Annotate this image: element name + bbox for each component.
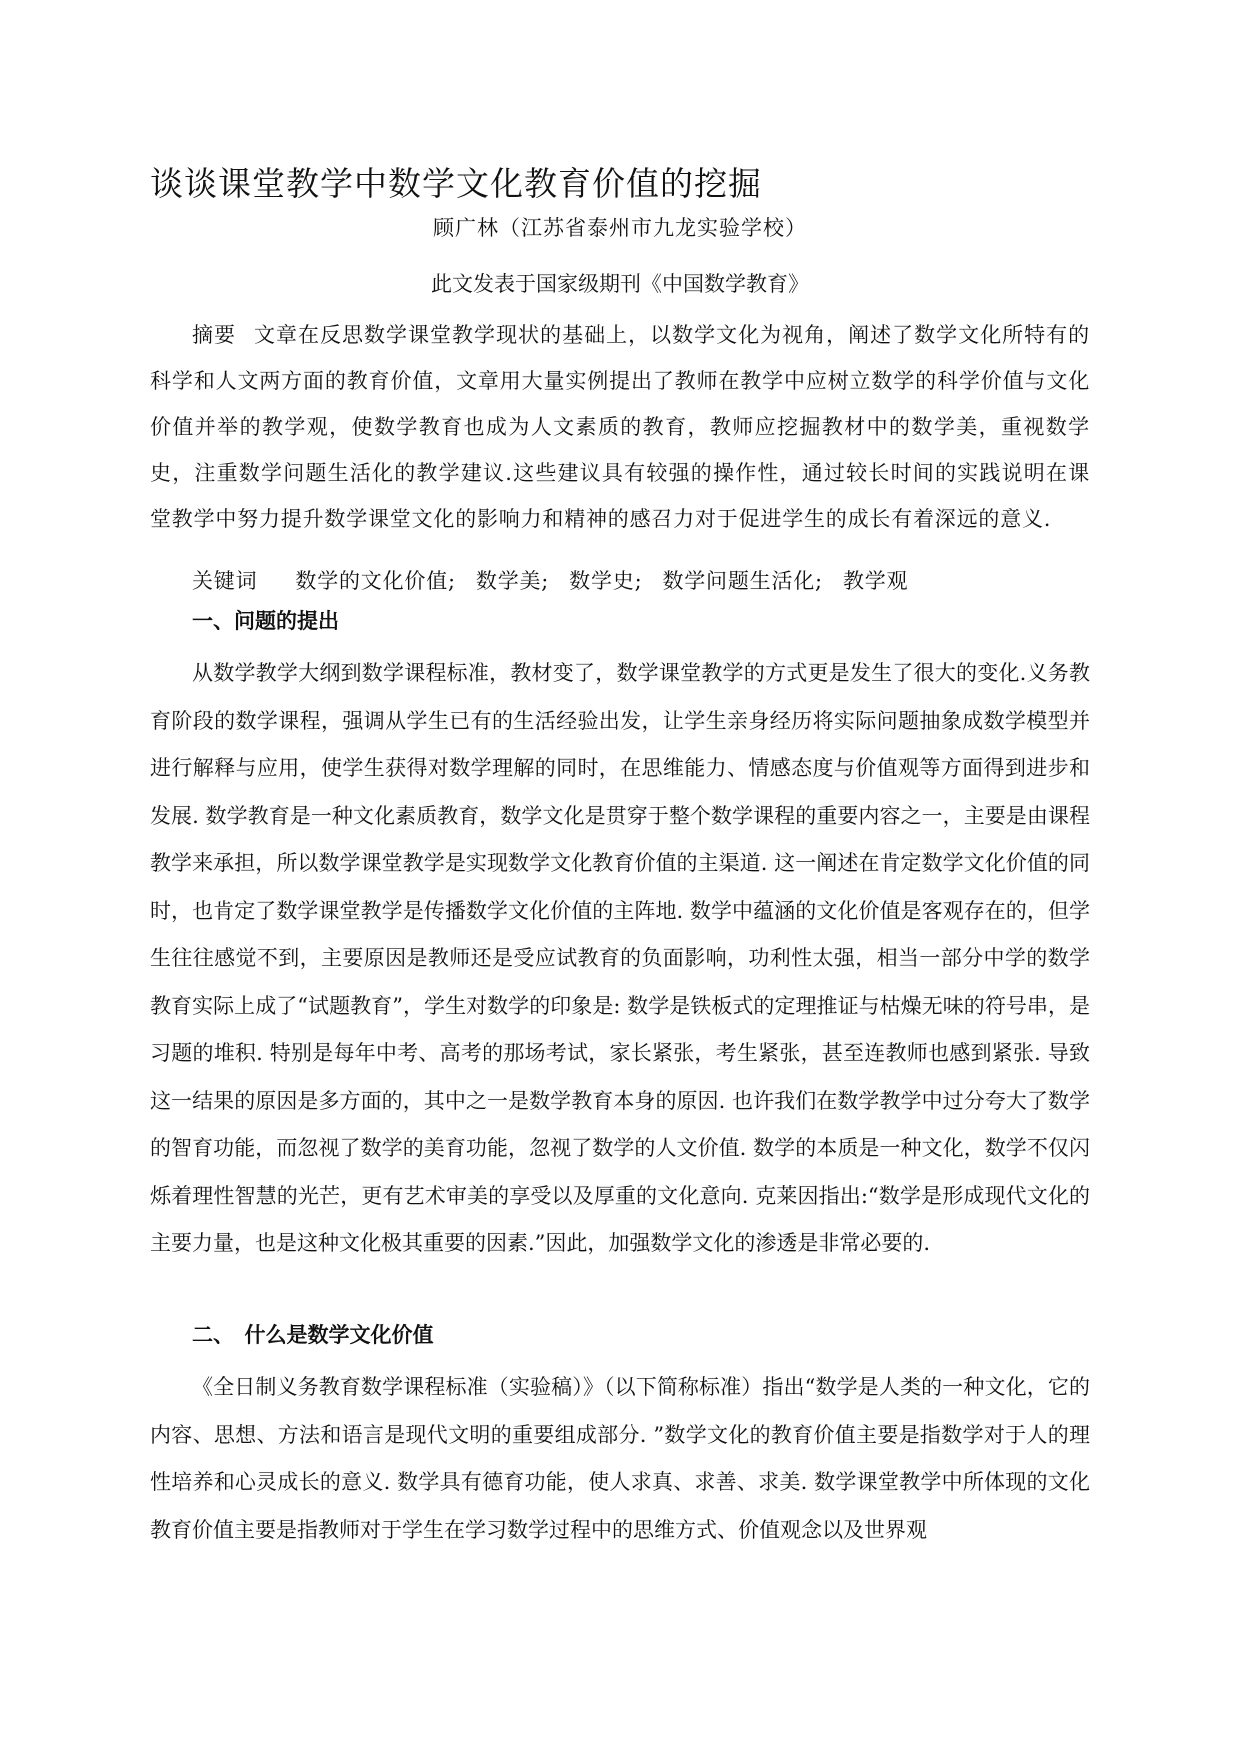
abstract-paragraph: [150, 312, 1090, 542]
section-heading-1: 一、问题的提出: [192, 609, 339, 633]
publication-note: 此文发表于国家级期刊《中国数学教育》: [431, 272, 809, 296]
keywords-paragraph: [150, 558, 1090, 604]
document-title: 谈谈课堂教学中数学文化教育价值的挖掘: [150, 164, 762, 203]
keyword-item: 数学史;: [569, 569, 643, 593]
section-heading-2: 二、 什么是数学文化价值: [192, 1323, 434, 1347]
keyword-item: 数学的文化价值;: [295, 569, 456, 593]
section-1-paragraph: 从数学教学大纲到数学课程标准，教材变了，数学课堂教学的方式更是发生了很大的变化.义务教育阶段的数学课程，强调从学生已有的生活经验出发，让学生亲身经历将实际问题抽象成数学模型并进行解释与应用，使学生获得对数学理解的同时，在思维能力、情感态度与价值观等方面得到进步和发展. 数学教育是一种文化素质教育，数学文化是贯穿于整个数学课程的重要内容之一，主要是由课程教学来承担，所以数学课堂教学是实现数学文化教育价值的主渠道. 这一阐述在肯定数学文化价值的同时，也肯定了数学课堂教学是传播数学文化价值的主阵地. 数学中蕴涵的文化价值是客观存在的，但学生往往感觉不到，主要原因是教师还是受应试教育的负面影响，功利性太强，相当一部分中学的数学教育实际上成了“试题教育”，学生对数学的印象是: 数学是铁板式的定理推证与枯燥无味的符号串，是习题的堆积. 特别是每年中考、高考的那场考试，家长紧张，考生紧张，甚至连教师也感到紧张. 导致这一结果的原因是多方面的，其中之一是数学教育本身的原因. 也许我们在数学教学中过分夸大了数学的智育功能，而忽视了数学的美育功能，忽视了数学的人文价值. 数学的本质是一种文化，数学不仅闪烁着理性智慧的光芒，更有艺术审美的享受以及厚重的文化意向. 克莱因指出:“数学是形成现代文化的主要力量，也是这种文化极其重要的因素.”因此，加强数学文化的渗透是非常必要的.: [150, 661, 1090, 1255]
keyword-item: 数学美;: [475, 569, 550, 593]
author-line: 顾广林（江苏省泰州市九龙实验学校）: [433, 216, 807, 240]
section-2-paragraph: 《全日制义务教育数学课程标准（实验稿）》（以下简称标准）指出“数学是人类的一种文化，它的内容、思想、方法和语言是现代文明的重要组成部分. ”数学文化的教育价值主要是指数学对于人的理性培养和心灵成长的意义. 数学具有德育功能，使人求真、求善、求美. 数学课堂教学中所体现的文化教育价值主要是指教师对于学生在学习数学过程中的思维方式、价值观念以及世界观: [150, 1375, 1090, 1542]
abstract-label: 摘要: [192, 323, 237, 347]
keywords-label: 关键词: [192, 569, 258, 593]
keyword-item: 教学观: [842, 569, 909, 593]
keyword-item: 数学问题生活化;: [662, 569, 823, 593]
abstract-text: 文章在反思数学课堂教学现状的基础上，以数学文化为视角，阐述了数学文化所特有的科学和人文两方面的教育价值，文章用大量实例提出了教师在教学中应树立数学的科学价值与文化价值并举的教学观，使数学教育也成为人文素质的教育，教师应挖掘教材中的数学美，重视数学史，注重数学问题生活化的教学建议.这些建议具有较强的操作性，通过较长时间的实践说明在课堂教学中努力提升数学课堂文化的影响力和精神的感召力对于促进学生的成长有着深远的意义.: [150, 323, 1090, 531]
